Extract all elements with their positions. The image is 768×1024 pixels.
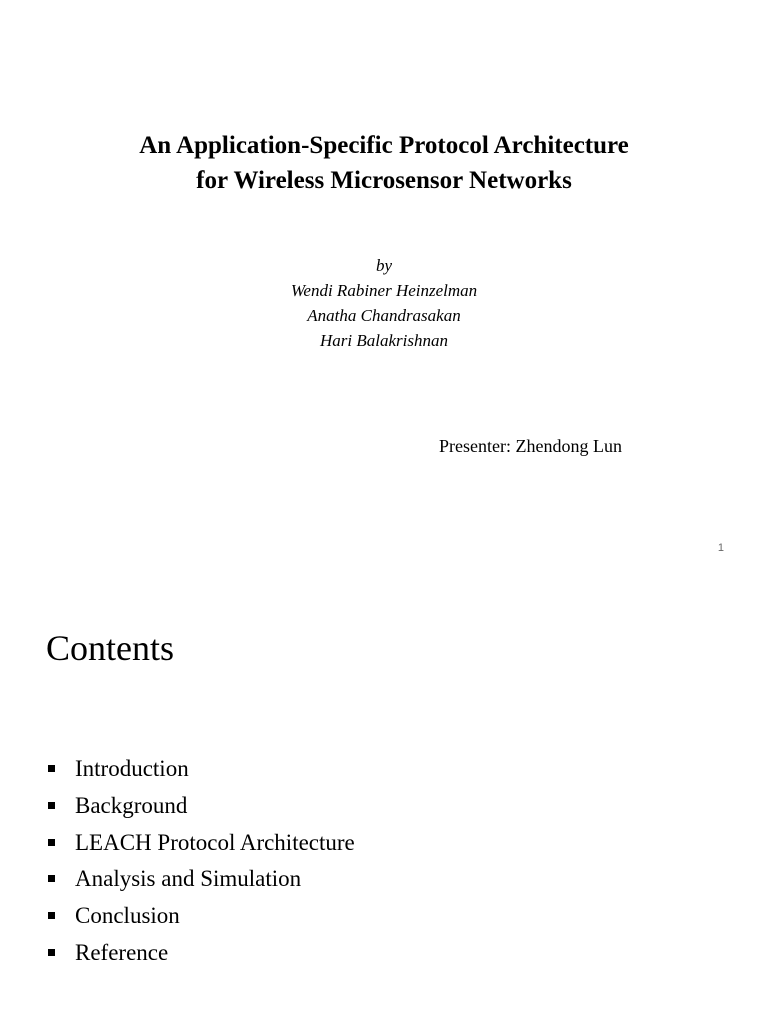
title-line-2: for Wireless Microsensor Networks	[196, 167, 572, 194]
page-number: 1	[717, 542, 724, 554]
contents-heading: Contents	[46, 628, 175, 668]
list-item-label: Introduction	[75, 756, 189, 781]
list-item-label: Analysis and Simulation	[75, 866, 302, 892]
square-bullet-icon	[48, 875, 55, 882]
title-line-1: An Application-Specific Protocol Architecture	[139, 132, 629, 159]
presentation-title	[0, 128, 768, 198]
square-bullet-icon	[48, 765, 55, 772]
presenter-label: Presenter: Zhendong Lun	[439, 436, 622, 456]
list-item-label: Reference	[75, 939, 169, 965]
square-bullet-icon	[48, 949, 55, 956]
author-name: Anatha Chandrasakan	[307, 306, 461, 325]
list-item-label: Background	[75, 792, 188, 818]
list-item-label: Conclusion	[75, 903, 180, 929]
author-name: Wendi Rabiner Heinzelman	[290, 281, 478, 300]
square-bullet-icon	[48, 912, 55, 919]
square-bullet-icon	[48, 802, 55, 809]
by-label: by	[375, 256, 393, 275]
author-name: Hari Balakrishnan	[320, 331, 448, 350]
square-bullet-icon	[48, 839, 55, 846]
list-item-label: LEACH Protocol Architecture	[75, 829, 355, 855]
author-block	[0, 253, 768, 353]
contents-slide	[0, 580, 768, 1024]
